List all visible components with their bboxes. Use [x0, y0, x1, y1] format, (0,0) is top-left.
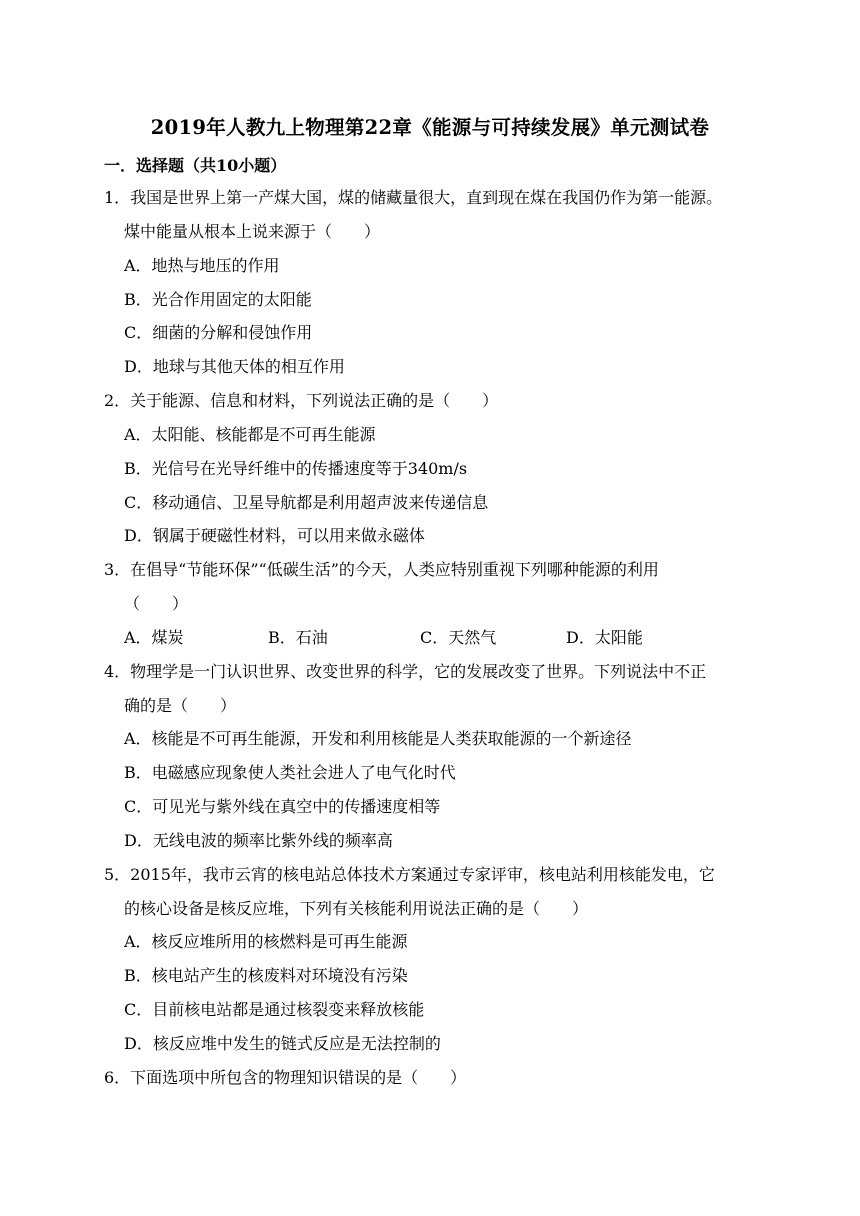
question-1-option-b: B．光合作用固定的太阳能: [124, 290, 312, 309]
question-4-option-b: B．电磁感应现象使人类社会进人了电气化时代: [124, 763, 456, 782]
question-3-option-c: C．天然气: [420, 628, 497, 647]
question-2-option-a: A．太阳能、核能都是不可再生能源: [124, 425, 376, 444]
question-5-option-d: D．核反应堆中发生的链式反应是无法控制的: [124, 1034, 441, 1053]
page-title: 2019年人教九上物理第22章《能源与可持续发展》单元测试卷: [150, 116, 710, 139]
section-heading: 一．选择题（共10小题）: [104, 156, 287, 175]
question-4-option-c: C．可见光与紫外线在真空中的传播速度相等: [124, 797, 441, 816]
question-1-option-c: C．细菌的分解和侵蚀作用: [124, 323, 313, 342]
question-4-text-cont: 确的是（ ）: [124, 696, 237, 715]
question-5-option-a: A．核反应堆所用的核燃料是可再生能源: [124, 932, 408, 951]
question-2-option-b: B．光信号在光导纤维中的传播速度等于340m/s: [124, 459, 468, 478]
question-3-option-a: A．煤炭: [124, 628, 184, 647]
question-2-option-d: D．钢属于硬磁性材料，可以用来做永磁体: [124, 526, 425, 545]
question-5-text: 5．2015年，我市云宵的核电站总体技术方案通过专家评审，核电站利用核能发电，它: [104, 865, 715, 884]
question-5-text-cont: 的核心设备是核反应堆，下列有关核能利用说法正确的是（ ）: [124, 899, 589, 918]
question-3-text: 3．在倡导“节能环保”“低碳生活”的今天，人类应特别重视下列哪种能源的利用: [104, 560, 659, 579]
question-3-text-cont: （ ）: [124, 594, 189, 613]
question-5-option-b: B．核电站产生的核废料对环境没有污染: [124, 966, 408, 985]
question-4-option-a: A．核能是不可再生能源，开发和利用核能是人类获取能源的一个新途径: [124, 729, 632, 748]
question-6-text: 6．下面选项中所包含的物理知识错误的是（ ）: [104, 1068, 467, 1087]
question-5-option-c: C．目前核电站都是通过核裂变来释放核能: [124, 1000, 425, 1019]
question-3-option-d: D．太阳能: [566, 628, 643, 647]
question-3-option-b: B．石油: [268, 628, 328, 647]
question-4-option-d: D．无线电波的频率比紫外线的频率高: [124, 831, 393, 850]
question-1-text: 1．我国是世界上第一产煤大国，煤的储藏量很大，直到现在煤在我国仍作为第一能源。: [104, 188, 723, 207]
question-4-text: 4．物理学是一门认识世界、改变世界的科学，它的发展改变了世界。下列说法中不正: [104, 662, 707, 681]
question-2-text: 2．关于能源、信息和材料，下列说法正确的是（ ）: [104, 391, 499, 410]
question-1-text-cont: 煤中能量从根本上说来源于（ ）: [124, 222, 381, 241]
question-1-option-a: A．地热与地压的作用: [124, 256, 280, 275]
question-1-option-d: D．地球与其他天体的相互作用: [124, 357, 345, 376]
question-2-option-c: C．移动通信、卫星导航都是利用超声波来传递信息: [124, 493, 489, 512]
